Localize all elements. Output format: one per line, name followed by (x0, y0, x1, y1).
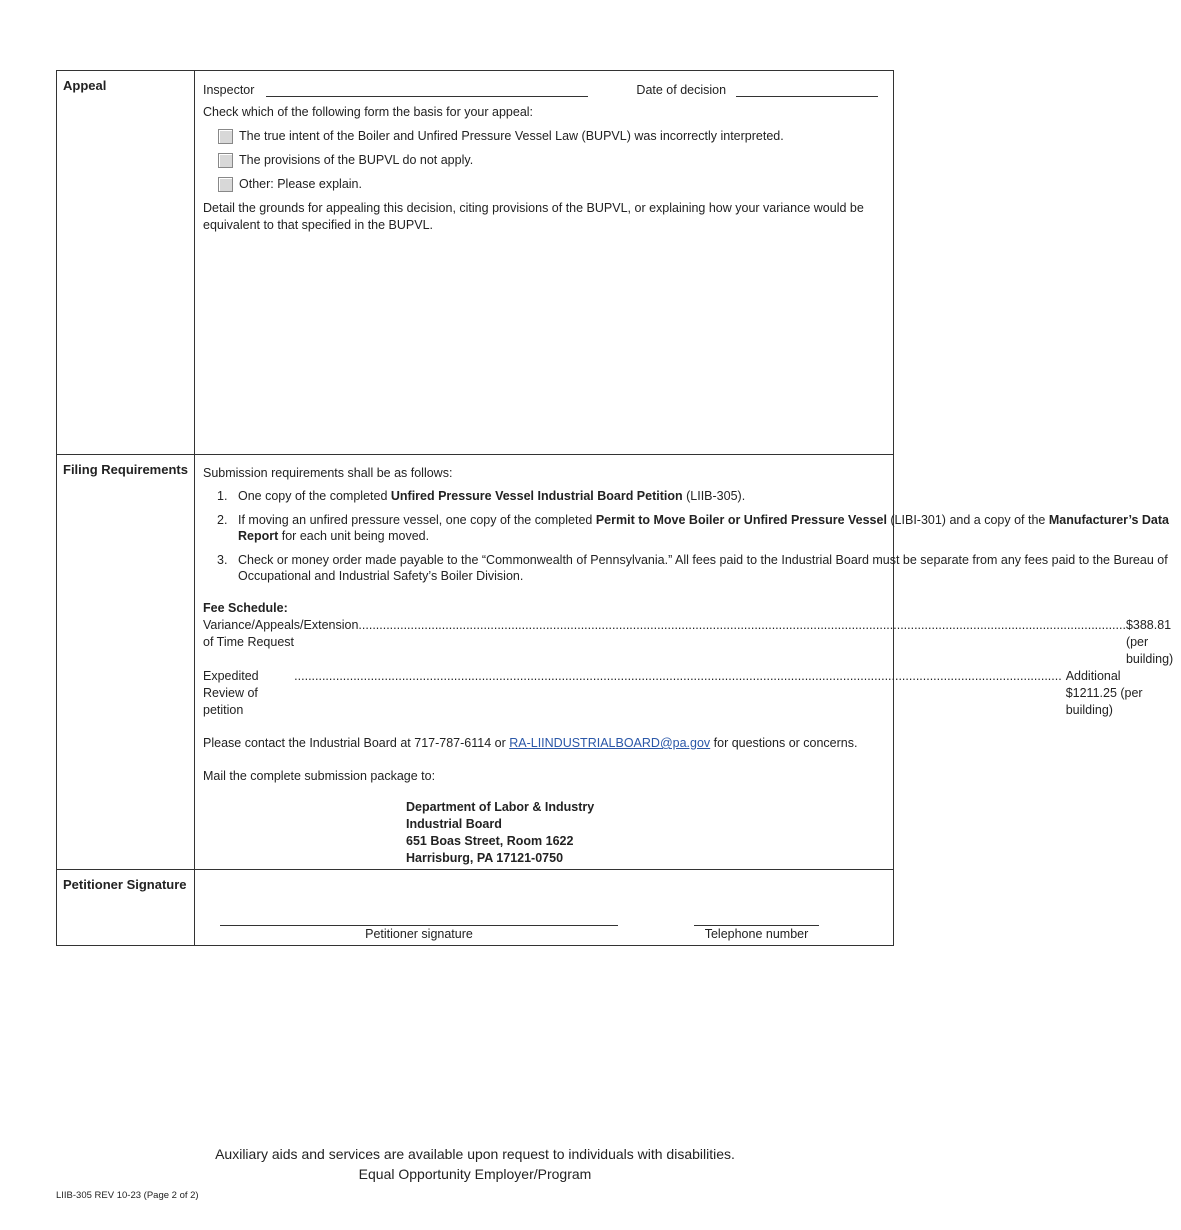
detail-instructions: Detail the grounds for appealing this decision, citing provisions of the BUPVL, or explaining how your variance would be equivalent to that specified in the BUPVL. (203, 201, 864, 232)
accessibility-notice: Auxiliary aids and services are available upon request to individuals with disabilities. Equal Opportunity Employer/Program (215, 1146, 735, 1182)
list-item: 2. If moving an unfired pressure vessel, one copy of the completed Permit to Move Boiler or Unfired Pressure Vessel (LIBI-301) and a copy of the Manufacturer’s Data Report for each unit being moved. (217, 513, 1170, 543)
telephone-number-field[interactable] (694, 925, 819, 941)
filing-content (195, 455, 1181, 869)
form-code: LIIB-305 REV 10-23 (Page 2 of 2) (56, 1190, 199, 1201)
option-label: The true intent of the Boiler and Unfired Pressure Vessel Law (BUPVL) was incorrectly interpreted. (239, 129, 784, 143)
checkbox[interactable] (218, 129, 233, 144)
date-of-decision-label: Date of decision (636, 83, 727, 97)
filing-requirements-label: Filing Requirements (57, 455, 195, 869)
list-item: 1. One copy of the completed Unfired Pressure Vessel Industrial Board Petition (LIIB-305). (217, 489, 746, 503)
appeal-label: Appeal (57, 71, 195, 454)
telephone-caption: Telephone number (704, 927, 809, 941)
filing-requirements-section (57, 455, 1174, 870)
fee-schedule-heading: Fee Schedule: (203, 601, 288, 615)
check-intro: Check which of the following form the basis for your appeal: (203, 105, 534, 119)
inspector-label: Inspector (203, 83, 255, 97)
inspector-field[interactable] (266, 84, 588, 97)
option-incorrect-interpretation[interactable] (218, 128, 885, 145)
mail-instructions: Mail the complete submission package to: (203, 769, 436, 783)
email-link[interactable]: RA-LIINDUSTRIALBOARD@pa.gov (509, 736, 711, 750)
signature-content (195, 870, 893, 945)
checkbox[interactable] (218, 177, 233, 192)
option-label: Other: Please explain. (239, 177, 362, 191)
signature-section (57, 870, 893, 945)
fee-line-expedited: Expedited Review of petition ..... Additional $1211.25 (per building) (203, 668, 1173, 719)
requirements-list (203, 488, 1173, 584)
petitioner-signature-label: Petitioner Signature (57, 870, 195, 945)
signature-caption: Petitioner signature (365, 927, 473, 941)
contact-text: Please contact the Industrial Board at 717-787-6114 or RA-LIINDUSTRIALBOARD@pa.gov for questions or concerns. (203, 736, 858, 750)
appeal-form (56, 70, 1174, 946)
option-label: The provisions of the BUPVL do not apply. (239, 153, 474, 167)
appeal-details-textarea[interactable] (203, 234, 885, 434)
list-item: 3. Check or money order made payable to the “Commonwealth of Pennsylvania.” All fees paid to the Industrial Board must be separate from any fees paid to the Bureau of Occupational and Industrial Safety’s Boiler Division. (217, 553, 1168, 583)
petitioner-signature-field[interactable] (220, 925, 618, 941)
option-other[interactable] (218, 176, 885, 193)
mailing-address: Department of Labor & Industry Industrial Board 651 Boas Street, Room 1622 Harrisburg, PA 17121-0750 (406, 800, 595, 865)
appeal-content (195, 71, 893, 454)
date-of-decision-field[interactable] (736, 84, 878, 97)
fee-line-variance: Variance/Appeals/Extension of Time Request ..... $388.81 (per building) (203, 617, 1173, 668)
option-provisions-do-not-apply[interactable] (218, 152, 885, 169)
appeal-section (57, 71, 893, 455)
filing-intro: Submission requirements shall be as follows: (203, 466, 453, 480)
checkbox[interactable] (218, 153, 233, 168)
